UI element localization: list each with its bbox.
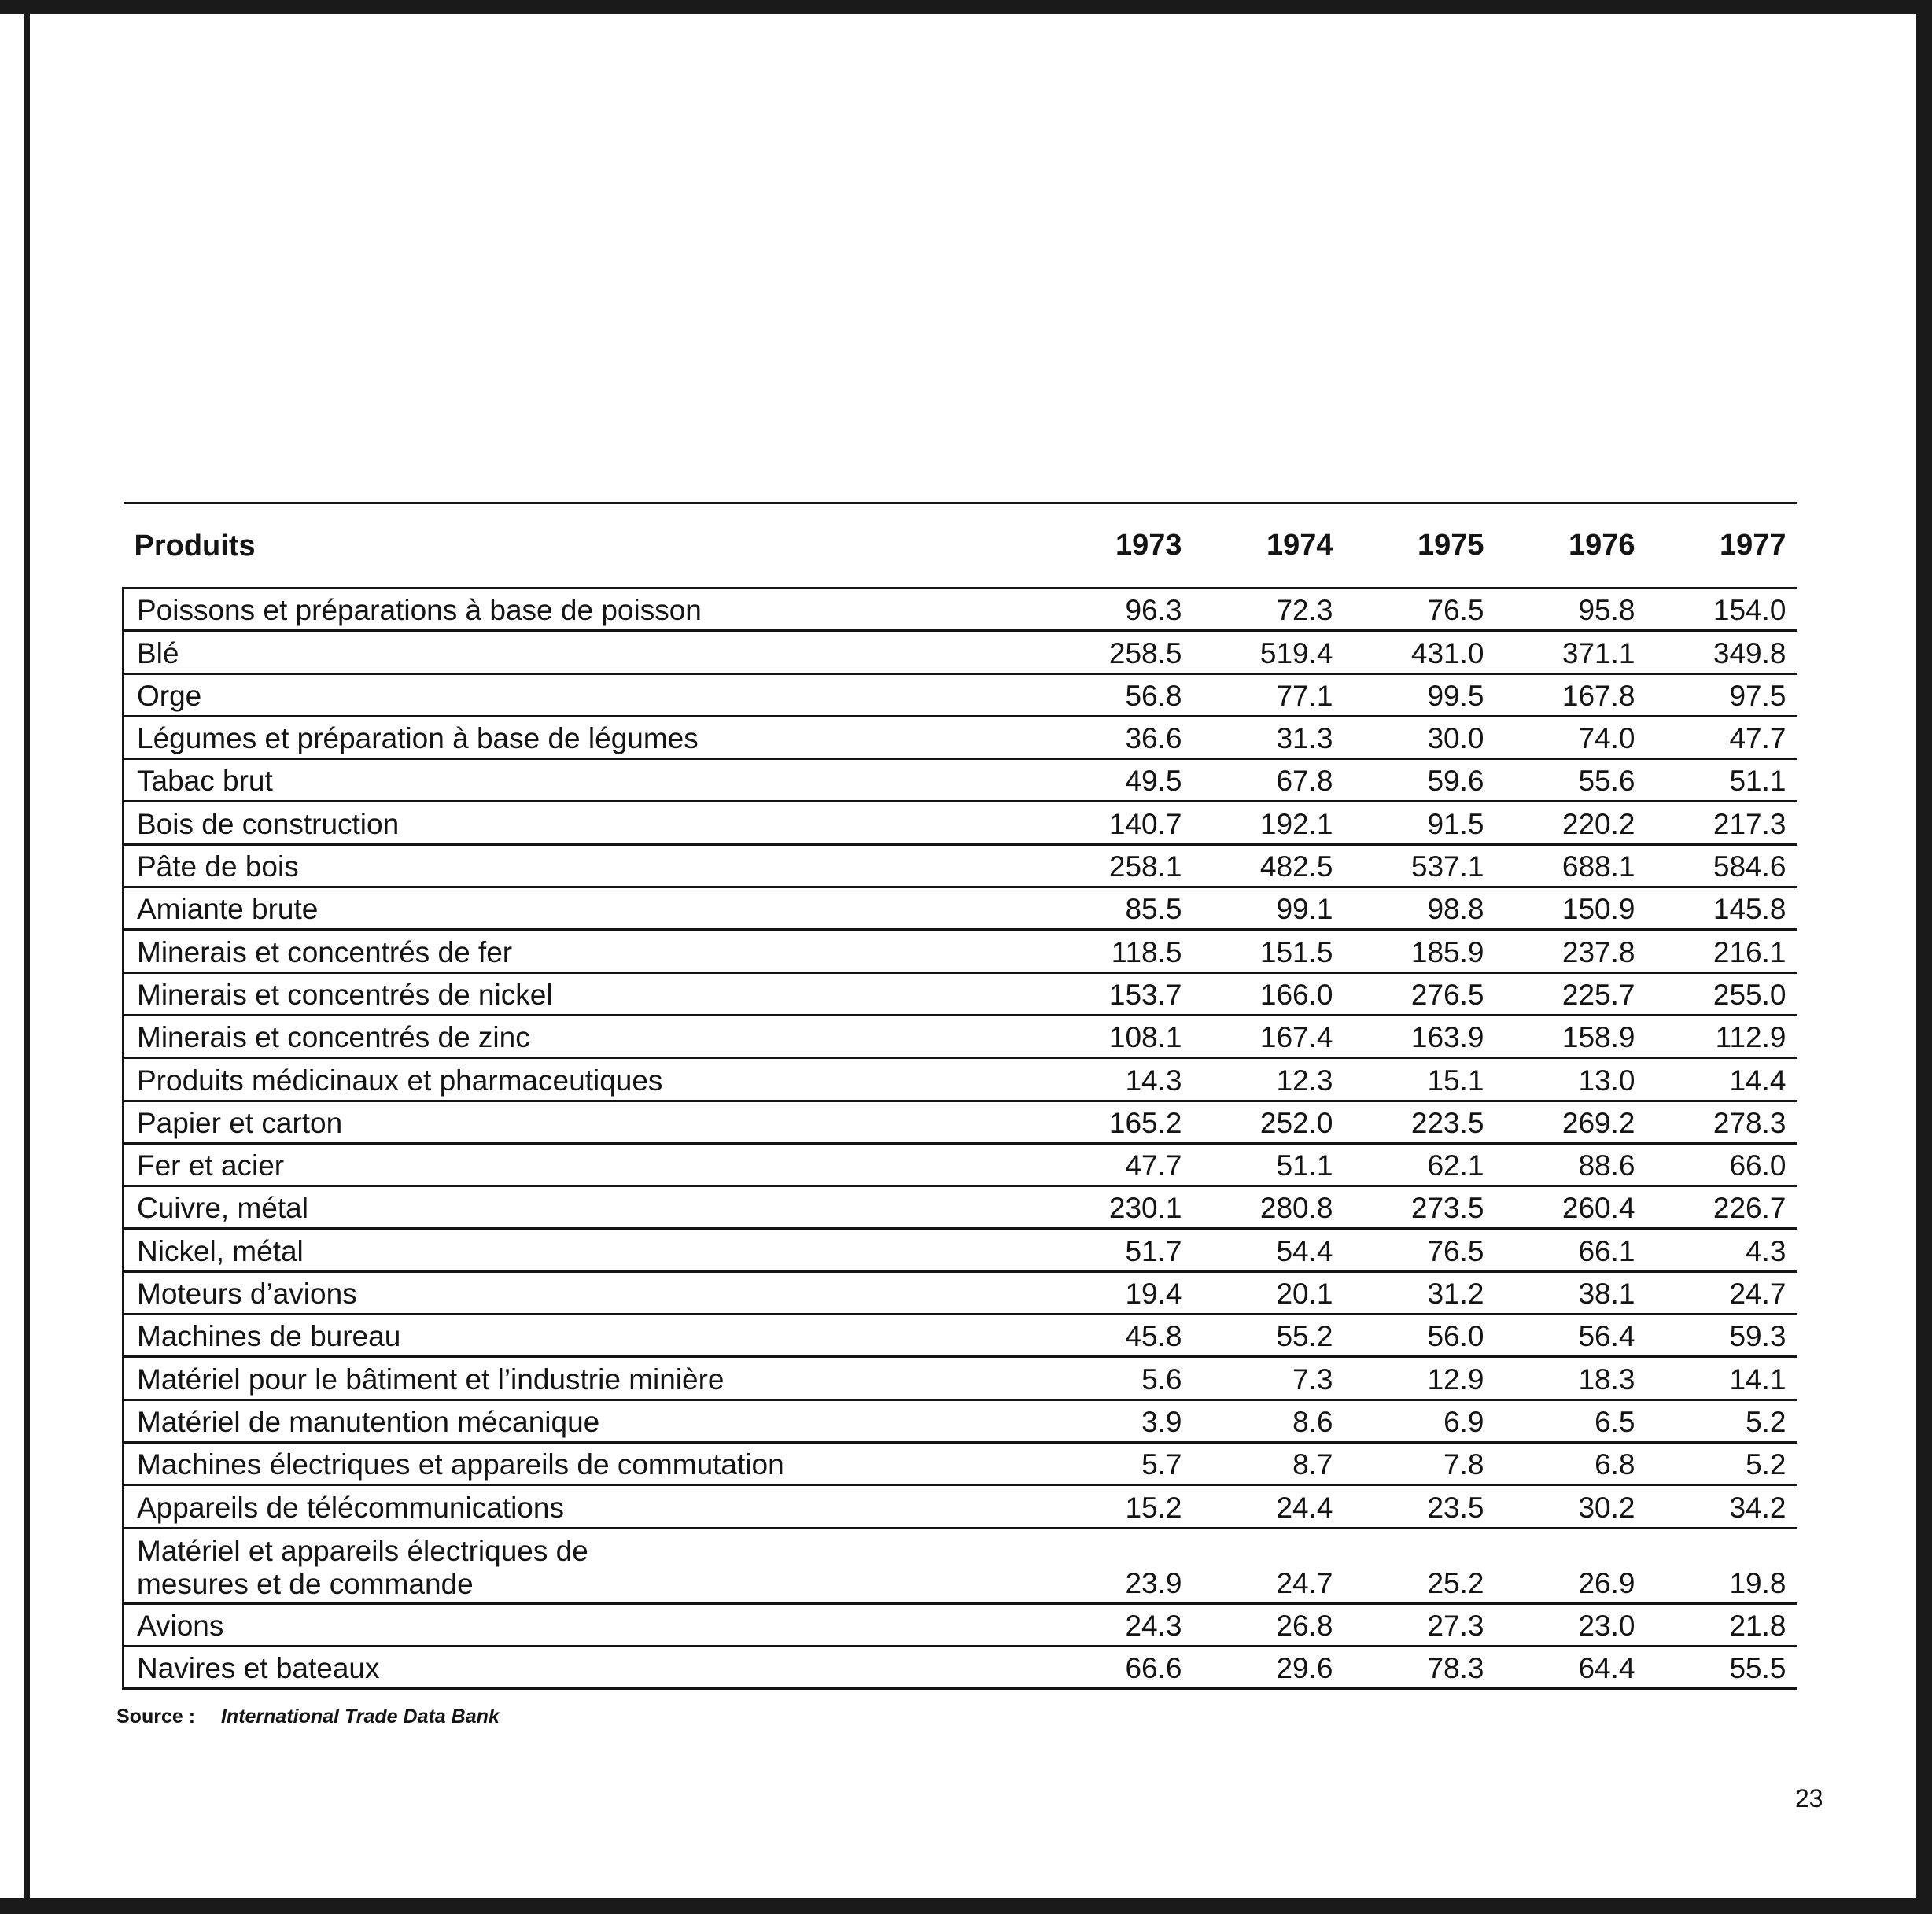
table-row bbox=[124, 1101, 1797, 1143]
product-cell: Avions bbox=[124, 1603, 1042, 1646]
value-cell: 6.9 bbox=[1443, 1405, 1484, 1438]
value-cell: 74.0 bbox=[1578, 722, 1635, 755]
page-number: 23 bbox=[1795, 1784, 1823, 1813]
value-cell: 55.5 bbox=[1729, 1652, 1786, 1685]
value-cell: 24.7 bbox=[1729, 1278, 1786, 1311]
value-cell: 226.7 bbox=[1713, 1192, 1786, 1225]
source-label: Source : bbox=[116, 1706, 196, 1728]
value-cell: 36.6 bbox=[1125, 722, 1182, 755]
table-row bbox=[124, 716, 1797, 758]
value-cell: 18.3 bbox=[1578, 1363, 1635, 1396]
value-cell: 13.0 bbox=[1578, 1064, 1635, 1097]
value-cell: 31.3 bbox=[1276, 722, 1333, 755]
value-cell: 96.3 bbox=[1125, 594, 1182, 627]
value-cell: 20.1 bbox=[1276, 1278, 1333, 1311]
value-cell: 19.4 bbox=[1125, 1278, 1182, 1311]
value-cell: 371.1 bbox=[1561, 636, 1635, 669]
header-year: 1974 bbox=[1266, 529, 1333, 562]
value-cell: 59.6 bbox=[1427, 765, 1484, 798]
value-cell: 64.4 bbox=[1578, 1652, 1635, 1685]
value-cell: 220.2 bbox=[1561, 807, 1635, 840]
table-row bbox=[124, 802, 1797, 844]
value-cell: 15.2 bbox=[1125, 1491, 1182, 1524]
value-cell: 14.3 bbox=[1125, 1064, 1182, 1097]
value-cell: 688.1 bbox=[1561, 850, 1635, 883]
value-cell: 12.9 bbox=[1427, 1363, 1484, 1396]
trade-table bbox=[122, 502, 1797, 1690]
product-cell: Matériel de manutention mécanique bbox=[124, 1400, 1042, 1442]
header-year: 1975 bbox=[1417, 529, 1484, 562]
product-cell: Minerais et concentrés de nickel bbox=[124, 972, 1042, 1015]
trade-table-container bbox=[122, 502, 1796, 1690]
value-cell: 8.6 bbox=[1292, 1405, 1333, 1438]
value-cell: 482.5 bbox=[1259, 850, 1333, 883]
product-cell: Moteurs d’avions bbox=[124, 1271, 1042, 1314]
value-cell: 3.9 bbox=[1141, 1405, 1182, 1438]
value-cell: 30.0 bbox=[1427, 722, 1484, 755]
value-cell: 140.7 bbox=[1108, 807, 1182, 840]
header-year: 1976 bbox=[1568, 529, 1635, 562]
value-cell: 51.1 bbox=[1729, 765, 1786, 798]
table-row bbox=[124, 1271, 1797, 1314]
value-cell: 47.7 bbox=[1729, 722, 1786, 755]
value-cell: 5.2 bbox=[1746, 1405, 1786, 1438]
value-cell: 255.0 bbox=[1713, 978, 1786, 1011]
value-cell: 88.6 bbox=[1578, 1149, 1635, 1182]
value-cell: 66.6 bbox=[1125, 1652, 1182, 1685]
value-cell: 38.1 bbox=[1578, 1278, 1635, 1311]
value-cell: 66.1 bbox=[1578, 1234, 1635, 1267]
value-cell: 99.5 bbox=[1427, 679, 1484, 712]
value-cell: 108.1 bbox=[1108, 1021, 1182, 1054]
value-cell: 118.5 bbox=[1111, 935, 1182, 968]
value-cell: 112.9 bbox=[1715, 1021, 1786, 1054]
value-cell: 26.8 bbox=[1276, 1609, 1333, 1642]
value-cell: 252.0 bbox=[1259, 1106, 1333, 1139]
value-cell: 76.5 bbox=[1427, 1234, 1484, 1267]
product-cell: Tabac brut bbox=[124, 759, 1042, 802]
value-cell: 76.5 bbox=[1427, 594, 1484, 627]
value-cell: 26.9 bbox=[1578, 1566, 1635, 1599]
product-cell: Poissons et préparations à base de poisson bbox=[124, 588, 1042, 631]
table-row bbox=[124, 1485, 1797, 1528]
product-cell: Machines de bureau bbox=[124, 1315, 1042, 1357]
value-cell: 519.4 bbox=[1259, 636, 1333, 669]
product-cell: Matériel et appareils électriques de mesures et de commande bbox=[124, 1528, 1042, 1603]
header-year: 1973 bbox=[1115, 529, 1182, 562]
product-cell: Cuivre, métal bbox=[124, 1186, 1042, 1229]
scan-border-left bbox=[24, 14, 30, 1898]
value-cell: 167.8 bbox=[1561, 679, 1635, 712]
product-cell: Pâte de bois bbox=[124, 844, 1042, 887]
table-row bbox=[124, 887, 1797, 930]
value-cell: 431.0 bbox=[1410, 636, 1484, 669]
product-cell: Bois de construction bbox=[124, 802, 1042, 844]
value-cell: 166.0 bbox=[1259, 978, 1333, 1011]
table-row bbox=[124, 588, 1797, 631]
table-row bbox=[124, 1442, 1797, 1484]
value-cell: 217.3 bbox=[1713, 807, 1786, 840]
table-row bbox=[124, 759, 1797, 802]
product-cell: Machines électriques et appareils de commutation bbox=[124, 1442, 1042, 1484]
value-cell: 67.8 bbox=[1276, 765, 1333, 798]
value-cell: 5.7 bbox=[1141, 1448, 1182, 1481]
value-cell: 51.7 bbox=[1125, 1234, 1182, 1267]
value-cell: 24.7 bbox=[1276, 1566, 1333, 1599]
product-cell: Papier et carton bbox=[124, 1101, 1042, 1143]
table-row bbox=[124, 673, 1797, 716]
table-row bbox=[124, 1357, 1797, 1400]
table-row bbox=[124, 930, 1797, 972]
value-cell: 237.8 bbox=[1561, 935, 1635, 968]
product-cell: Produits médicinaux et pharmaceutiques bbox=[124, 1058, 1042, 1101]
value-cell: 15.1 bbox=[1427, 1064, 1484, 1097]
value-cell: 78.3 bbox=[1427, 1652, 1484, 1685]
value-cell: 91.5 bbox=[1427, 807, 1484, 840]
value-cell: 23.9 bbox=[1125, 1566, 1182, 1599]
source-note bbox=[116, 1706, 500, 1728]
value-cell: 29.6 bbox=[1276, 1652, 1333, 1685]
value-cell: 66.0 bbox=[1729, 1149, 1786, 1182]
value-cell: 55.6 bbox=[1578, 765, 1635, 798]
product-cell: Blé bbox=[124, 631, 1042, 673]
value-cell: 225.7 bbox=[1561, 978, 1635, 1011]
value-cell: 276.5 bbox=[1410, 978, 1484, 1011]
value-cell: 167.4 bbox=[1259, 1021, 1333, 1054]
value-cell: 278.3 bbox=[1713, 1106, 1786, 1139]
value-cell: 95.8 bbox=[1578, 594, 1635, 627]
value-cell: 98.8 bbox=[1427, 893, 1484, 926]
table-row bbox=[124, 1058, 1797, 1101]
table-row bbox=[124, 1315, 1797, 1357]
value-cell: 55.2 bbox=[1276, 1320, 1333, 1353]
product-cell: Matériel pour le bâtiment et l’industrie minière bbox=[124, 1357, 1042, 1400]
value-cell: 56.0 bbox=[1427, 1320, 1484, 1353]
value-cell: 30.2 bbox=[1578, 1491, 1635, 1524]
value-cell: 165.2 bbox=[1108, 1106, 1182, 1139]
table-body bbox=[124, 588, 1797, 1689]
product-cell: Appareils de télécommunications bbox=[124, 1485, 1042, 1528]
header-year: 1977 bbox=[1719, 529, 1786, 562]
value-cell: 27.3 bbox=[1427, 1609, 1484, 1642]
table-row bbox=[124, 1015, 1797, 1057]
value-cell: 14.1 bbox=[1729, 1363, 1786, 1396]
value-cell: 6.8 bbox=[1595, 1448, 1635, 1481]
value-cell: 7.3 bbox=[1292, 1363, 1333, 1396]
value-cell: 349.8 bbox=[1713, 636, 1786, 669]
table-header bbox=[124, 503, 1797, 588]
value-cell: 158.9 bbox=[1561, 1021, 1635, 1054]
value-cell: 145.8 bbox=[1713, 893, 1786, 926]
value-cell: 47.7 bbox=[1125, 1149, 1182, 1182]
value-cell: 97.5 bbox=[1729, 679, 1786, 712]
value-cell: 537.1 bbox=[1410, 850, 1484, 883]
value-cell: 23.5 bbox=[1427, 1491, 1484, 1524]
value-cell: 185.9 bbox=[1410, 935, 1484, 968]
value-cell: 230.1 bbox=[1108, 1192, 1182, 1225]
value-cell: 163.9 bbox=[1410, 1021, 1484, 1054]
value-cell: 23.0 bbox=[1578, 1609, 1635, 1642]
product-cell: Amiante brute bbox=[124, 887, 1042, 930]
value-cell: 56.8 bbox=[1125, 679, 1182, 712]
value-cell: 8.7 bbox=[1292, 1448, 1333, 1481]
table-row bbox=[124, 1528, 1797, 1603]
value-cell: 153.7 bbox=[1108, 978, 1182, 1011]
value-cell: 99.1 bbox=[1276, 893, 1333, 926]
table-row bbox=[124, 972, 1797, 1015]
table-row bbox=[124, 1186, 1797, 1229]
product-cell: Légumes et préparation à base de légumes bbox=[124, 716, 1042, 758]
value-cell: 151.5 bbox=[1259, 935, 1333, 968]
value-cell: 14.4 bbox=[1729, 1064, 1786, 1097]
product-cell: Minerais et concentrés de fer bbox=[124, 930, 1042, 972]
product-cell: Orge bbox=[124, 673, 1042, 716]
value-cell: 273.5 bbox=[1410, 1192, 1484, 1225]
value-cell: 21.8 bbox=[1729, 1609, 1786, 1642]
header-product: Produits bbox=[134, 529, 256, 562]
value-cell: 56.4 bbox=[1578, 1320, 1635, 1353]
value-cell: 62.1 bbox=[1427, 1149, 1484, 1182]
table-row bbox=[124, 1603, 1797, 1646]
value-cell: 584.6 bbox=[1713, 850, 1786, 883]
value-cell: 12.3 bbox=[1276, 1064, 1333, 1097]
value-cell: 269.2 bbox=[1561, 1106, 1635, 1139]
value-cell: 150.9 bbox=[1561, 893, 1635, 926]
product-cell: Navires et bateaux bbox=[124, 1646, 1042, 1688]
value-cell: 85.5 bbox=[1125, 893, 1182, 926]
product-cell: Fer et acier bbox=[124, 1143, 1042, 1186]
value-cell: 72.3 bbox=[1276, 594, 1333, 627]
value-cell: 6.5 bbox=[1595, 1405, 1635, 1438]
table-row bbox=[124, 1646, 1797, 1688]
value-cell: 77.1 bbox=[1276, 679, 1333, 712]
value-cell: 223.5 bbox=[1410, 1106, 1484, 1139]
value-cell: 19.8 bbox=[1729, 1566, 1786, 1599]
source-name: International Trade Data Bank bbox=[220, 1706, 500, 1728]
value-cell: 258.1 bbox=[1108, 850, 1182, 883]
header-row bbox=[124, 503, 1797, 588]
value-cell: 34.2 bbox=[1729, 1491, 1786, 1524]
scan-border-bottom bbox=[0, 1898, 1932, 1914]
value-cell: 7.8 bbox=[1443, 1448, 1484, 1481]
value-cell: 54.4 bbox=[1276, 1234, 1333, 1267]
value-cell: 24.3 bbox=[1125, 1609, 1182, 1642]
table-row bbox=[124, 1229, 1797, 1271]
value-cell: 216.1 bbox=[1713, 935, 1786, 968]
scan-border-top bbox=[0, 0, 1932, 14]
product-cell: Minerais et concentrés de zinc bbox=[124, 1015, 1042, 1057]
value-cell: 258.5 bbox=[1108, 636, 1182, 669]
value-cell: 51.1 bbox=[1276, 1149, 1333, 1182]
value-cell: 192.1 bbox=[1259, 807, 1333, 840]
value-cell: 24.4 bbox=[1276, 1491, 1333, 1524]
product-cell: Nickel, métal bbox=[124, 1229, 1042, 1271]
table-row bbox=[124, 631, 1797, 673]
table-row bbox=[124, 1143, 1797, 1186]
value-cell: 25.2 bbox=[1427, 1566, 1484, 1599]
value-cell: 31.2 bbox=[1427, 1278, 1484, 1311]
value-cell: 59.3 bbox=[1729, 1320, 1786, 1353]
value-cell: 5.6 bbox=[1141, 1363, 1182, 1396]
value-cell: 45.8 bbox=[1125, 1320, 1182, 1353]
value-cell: 49.5 bbox=[1125, 765, 1182, 798]
value-cell: 260.4 bbox=[1561, 1192, 1635, 1225]
scan-border-right bbox=[1916, 0, 1932, 1914]
table-row bbox=[124, 1400, 1797, 1442]
value-cell: 5.2 bbox=[1746, 1448, 1786, 1481]
value-cell: 4.3 bbox=[1746, 1234, 1786, 1267]
value-cell: 154.0 bbox=[1713, 594, 1786, 627]
table-row bbox=[124, 844, 1797, 887]
value-cell: 280.8 bbox=[1259, 1192, 1333, 1225]
